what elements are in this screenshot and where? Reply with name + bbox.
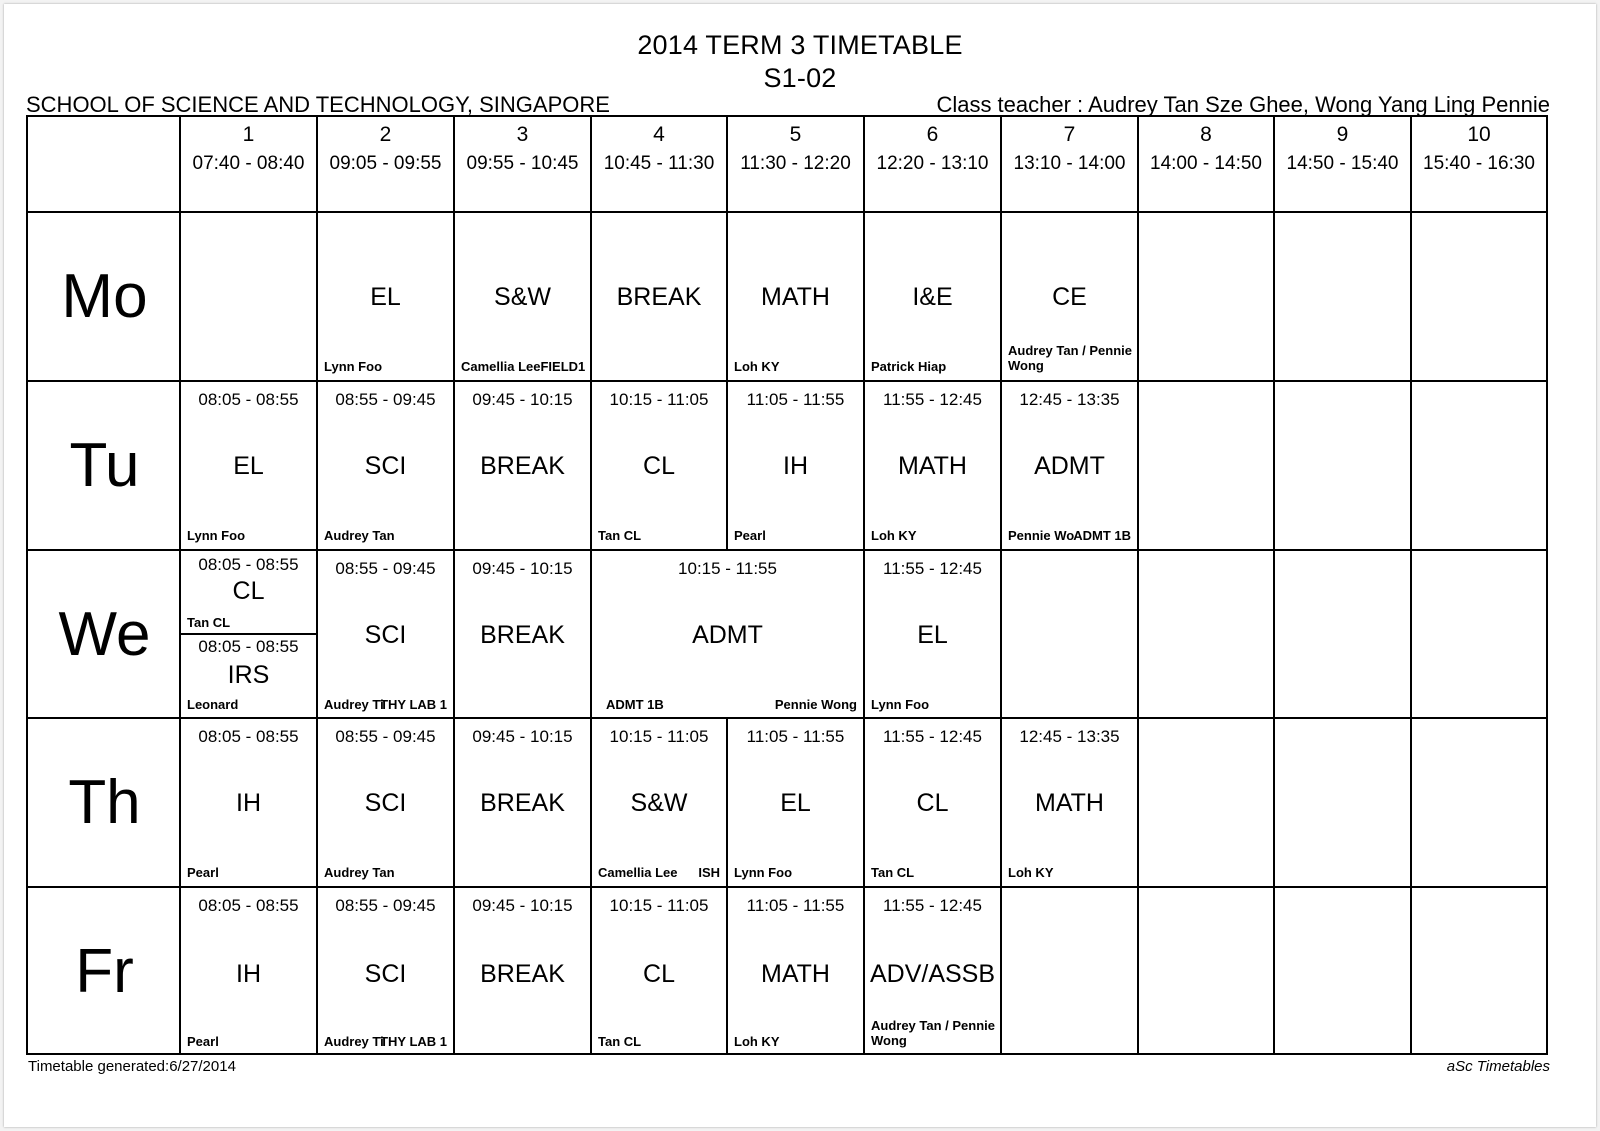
lesson-cell <box>865 382 1000 549</box>
lesson-time: 11:05 - 11:55 <box>746 390 845 409</box>
lesson-cell <box>592 719 726 886</box>
lesson-time: 09:45 - 10:15 <box>472 390 573 409</box>
period-number: 8 <box>1200 123 1212 146</box>
lesson-time: 08:05 - 08:55 <box>198 637 299 656</box>
class-name: S1-02 <box>763 63 837 93</box>
lesson-teacher: Audrey Tan / Pennie Wong <box>1008 343 1133 373</box>
lesson-subject: SCI <box>364 452 407 480</box>
lesson-teacher: Pearl <box>734 528 766 543</box>
lesson-cell <box>728 719 863 886</box>
lesson-subject: CL <box>643 960 675 988</box>
lesson-subject: BREAK <box>480 789 565 817</box>
lesson-subject: MATH <box>761 283 830 311</box>
lesson-cell <box>865 719 1000 886</box>
lesson-cell <box>865 888 1000 1055</box>
lesson-room: THY LAB 1 <box>380 697 447 712</box>
lesson-teacher: Loh KY <box>734 359 780 374</box>
lesson-teacher: Tan CL <box>598 1034 642 1049</box>
lesson-subject: ADMT <box>1034 452 1105 480</box>
grid-line <box>1137 117 1139 1053</box>
lesson-time: 11:05 - 11:55 <box>746 727 845 746</box>
lesson-cell <box>592 888 726 1055</box>
lesson-cell <box>181 888 316 1055</box>
lesson-time: 08:55 - 09:45 <box>335 727 436 746</box>
lesson-teacher: Loh KY <box>871 528 917 543</box>
lesson-cell <box>181 551 316 633</box>
lesson-time: 10:15 - 11:55 <box>678 559 777 578</box>
lesson-cell <box>318 719 453 886</box>
lesson-teacher: Audrey Ti <box>324 697 384 712</box>
lesson-subject: CL <box>916 789 949 817</box>
lesson-cell <box>455 719 590 886</box>
period-time: 09:05 - 09:55 <box>329 153 442 174</box>
lesson-subject: EL <box>780 789 811 817</box>
lesson-cell <box>455 888 590 1055</box>
lesson-teacher: Pennie Wo <box>1008 528 1075 543</box>
lesson-room: ISH <box>698 865 720 880</box>
period-header-1 <box>181 117 316 211</box>
lesson-time: 11:55 - 12:45 <box>883 390 982 409</box>
period-header-3 <box>455 117 590 211</box>
lesson-time: 08:55 - 09:45 <box>335 390 436 409</box>
lesson-cell <box>728 888 863 1055</box>
lesson-cell <box>318 382 453 549</box>
lesson-subject: MATH <box>761 960 830 988</box>
lesson-room: ADMT 1B <box>606 697 664 712</box>
lesson-time: 08:55 - 09:45 <box>335 559 436 578</box>
lesson-subject: CL <box>232 577 265 605</box>
lesson-cell <box>318 888 453 1055</box>
period-time: 11:30 - 12:20 <box>740 153 851 174</box>
lesson-cell <box>318 551 453 717</box>
lesson-teacher: Audrey Tan / Pennie Wong <box>871 1018 996 1048</box>
lesson-teacher: Camellia LeeFIELD1 <box>461 359 586 374</box>
grid-line <box>1273 117 1275 1053</box>
period-time: 07:40 - 08:40 <box>192 153 305 174</box>
lesson-teacher: Tan CL <box>187 615 231 630</box>
lesson-subject: SCI <box>364 621 407 649</box>
period-number: 10 <box>1467 123 1491 146</box>
lesson-teacher: Lynn Foo <box>734 865 793 880</box>
lesson-subject: BREAK <box>616 283 702 311</box>
lesson-cell <box>455 551 590 717</box>
brand-label: aSc Timetables <box>1446 1058 1550 1075</box>
period-time: 14:00 - 14:50 <box>1150 153 1262 174</box>
lesson-time: 08:05 - 08:55 <box>198 896 299 915</box>
timetable-title: 2014 TERM 3 TIMETABLE <box>637 30 963 60</box>
lesson-subject: BREAK <box>480 452 565 480</box>
lesson-time: 08:55 - 09:45 <box>335 896 436 915</box>
period-number: 2 <box>379 123 392 146</box>
lesson-cell <box>592 551 863 717</box>
lesson-teacher: Tan CL <box>871 865 915 880</box>
period-time: 14:50 - 15:40 <box>1286 153 1399 174</box>
period-header-5 <box>728 117 863 211</box>
lesson-subject: CL <box>643 452 675 480</box>
day-label-fr: Fr <box>75 937 134 1006</box>
lesson-time: 11:05 - 11:55 <box>746 896 845 915</box>
period-header-4 <box>592 117 726 211</box>
generated-date: Timetable generated:6/27/2014 <box>28 1058 236 1075</box>
lesson-subject: I&E <box>912 283 953 311</box>
day-label-th: Th <box>68 768 141 837</box>
period-header-6 <box>865 117 1000 211</box>
lesson-subject: BREAK <box>480 621 565 649</box>
lesson-cell <box>181 719 316 886</box>
period-number: 6 <box>926 123 939 146</box>
lesson-teacher: Patrick Hiap <box>871 359 947 374</box>
lesson-teacher: Lynn Foo <box>324 359 383 374</box>
lesson-subject: IH <box>236 960 261 988</box>
lesson-cell <box>181 635 316 717</box>
period-time: 10:45 - 11:30 <box>603 153 715 174</box>
lesson-subject: MATH <box>898 452 967 480</box>
lesson-subject: EL <box>917 621 948 649</box>
grid-line <box>1410 117 1412 1053</box>
lesson-cell <box>728 382 863 549</box>
lesson-subject: EL <box>233 452 264 480</box>
lesson-subject: IRS <box>227 661 270 689</box>
period-header-8 <box>1139 117 1273 211</box>
lesson-cell <box>1002 213 1137 380</box>
class-teacher: Class teacher : Audrey Tan Sze Ghee, Wong Yang Ling Pennie <box>936 92 1550 117</box>
lesson-room: ADMT 1B <box>1073 528 1131 543</box>
period-time: 09:55 - 10:45 <box>466 153 579 174</box>
lesson-time: 09:45 - 10:15 <box>472 896 573 915</box>
day-label-we: We <box>58 599 151 669</box>
period-header-9 <box>1275 117 1410 211</box>
lesson-time: 08:05 - 08:55 <box>198 390 299 409</box>
lesson-cell <box>1002 382 1137 549</box>
lesson-time: 10:15 - 11:05 <box>609 727 709 746</box>
lesson-time: 10:15 - 11:05 <box>609 896 709 915</box>
period-number: 3 <box>516 123 529 146</box>
lesson-teacher: Loh KY <box>734 1034 780 1049</box>
lesson-teacher: Pearl <box>187 1034 219 1049</box>
lesson-cell <box>318 213 453 380</box>
lesson-cell <box>592 213 726 380</box>
timetable-grid <box>26 115 1548 1055</box>
school-name: SCHOOL OF SCIENCE AND TECHNOLOGY, SINGAPORE <box>26 92 610 117</box>
lesson-subject: IH <box>236 789 261 817</box>
lesson-time: 12:45 - 13:35 <box>1019 390 1120 409</box>
period-number: 5 <box>789 123 802 146</box>
lesson-teacher: Pearl <box>187 865 219 880</box>
lesson-cell <box>592 382 726 549</box>
lesson-cell <box>181 382 316 549</box>
day-label-mo: Mo <box>61 262 148 331</box>
lesson-subject: MATH <box>1035 789 1104 817</box>
lesson-teacher: Pennie Wong <box>774 697 857 712</box>
lesson-teacher: Audrey Ti <box>324 1034 384 1049</box>
lesson-time: 10:15 - 11:05 <box>609 390 709 409</box>
lesson-subject: SCI <box>364 789 407 817</box>
lesson-teacher: Lynn Foo <box>871 697 930 712</box>
lesson-time: 11:55 - 12:45 <box>883 727 982 746</box>
period-number: 9 <box>1336 123 1349 146</box>
period-number: 4 <box>653 123 665 146</box>
lesson-subject: S&W <box>494 283 551 311</box>
lesson-teacher: Lynn Foo <box>187 528 246 543</box>
timetable-sheet <box>4 4 1596 1127</box>
lesson-room: THY LAB 1 <box>380 1034 447 1049</box>
period-header-2 <box>318 117 453 211</box>
lesson-cell <box>1002 719 1137 886</box>
lesson-time: 08:05 - 08:55 <box>198 555 299 574</box>
lesson-time: 09:45 - 10:15 <box>472 559 573 578</box>
lesson-teacher: Audrey Tan <box>324 865 395 880</box>
lesson-subject: IH <box>783 452 808 480</box>
lesson-time: 08:05 - 08:55 <box>198 727 299 746</box>
lesson-teacher: Leonard <box>187 697 239 712</box>
lesson-time: 12:45 - 13:35 <box>1019 727 1120 746</box>
period-number: 1 <box>242 123 255 146</box>
lesson-teacher: Loh KY <box>1008 865 1054 880</box>
lesson-subject: S&W <box>630 789 688 817</box>
period-header-7 <box>1002 117 1137 211</box>
lesson-cell <box>455 213 590 380</box>
period-time: 12:20 - 13:10 <box>876 153 989 174</box>
lesson-cell <box>865 551 1000 717</box>
lesson-teacher: Audrey Tan <box>324 528 395 543</box>
lesson-teacher: Tan CL <box>598 528 642 543</box>
lesson-teacher: Camellia Lee <box>598 865 678 880</box>
lesson-subject: ADMT <box>692 621 763 649</box>
lesson-subject: ADV/ASSB <box>869 960 996 988</box>
lesson-subject: BREAK <box>480 960 565 988</box>
lesson-subject: CE <box>1052 283 1087 311</box>
period-time: 15:40 - 16:30 <box>1423 153 1535 174</box>
lesson-time: 09:45 - 10:15 <box>472 727 573 746</box>
period-number: 7 <box>1063 123 1076 146</box>
lesson-cell <box>455 382 590 549</box>
lesson-time: 11:55 - 12:45 <box>883 559 982 578</box>
lesson-cell <box>865 213 1000 380</box>
day-label-tu: Tu <box>69 431 140 500</box>
lesson-cell <box>728 213 863 380</box>
lesson-subject: SCI <box>364 960 407 988</box>
lesson-time: 11:55 - 12:45 <box>883 896 982 915</box>
lesson-subject: EL <box>370 283 401 311</box>
period-time: 13:10 - 14:00 <box>1013 153 1126 174</box>
period-header-10 <box>1412 117 1546 211</box>
